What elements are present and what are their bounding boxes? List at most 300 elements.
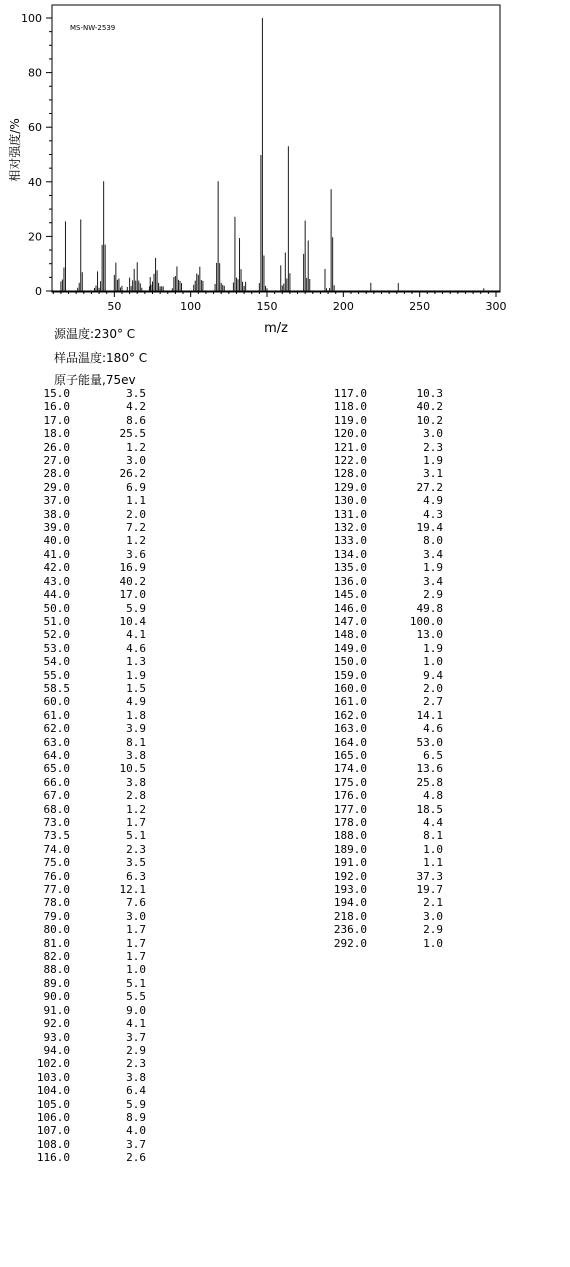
- intensity-value: 3.4: [423, 574, 443, 588]
- peak-row: [36, 937, 146, 950]
- peak-table-left: [36, 387, 146, 1165]
- peak-row: [333, 642, 443, 655]
- intensity-value: 3.0: [423, 909, 443, 923]
- mz-value: 80.0: [43, 923, 70, 937]
- mz-value: 149.0: [333, 641, 367, 655]
- mz-value: 66.0: [43, 775, 70, 789]
- intensity-value: 49.8: [416, 601, 443, 615]
- peak-row: [36, 856, 146, 869]
- mz-value: 148.0: [333, 628, 367, 642]
- intensity-value: 3.6: [126, 547, 146, 561]
- peak-row: [36, 736, 146, 749]
- mz-value: 28.0: [43, 467, 70, 481]
- peak-row: [36, 441, 146, 454]
- peak-row: [36, 588, 146, 601]
- peak-row: [36, 843, 146, 856]
- mz-value: 136.0: [333, 574, 367, 588]
- mz-value: 107.0: [36, 1124, 70, 1138]
- y-tick-label: 80: [28, 66, 42, 80]
- peak-row: [333, 843, 443, 856]
- intensity-value: 8.1: [423, 829, 443, 843]
- intensity-value: 3.8: [126, 1070, 146, 1084]
- peak-row: [36, 910, 146, 923]
- intensity-value: 9.0: [126, 1003, 146, 1017]
- intensity-value: 3.5: [126, 856, 146, 870]
- mz-value: 121.0: [333, 440, 367, 454]
- plot-frame: [52, 5, 500, 292]
- intensity-value: 26.2: [119, 467, 146, 481]
- intensity-value: 5.9: [126, 601, 146, 615]
- peak-row: [333, 508, 443, 521]
- mz-value: 177.0: [333, 802, 367, 816]
- mz-value: 162.0: [333, 708, 367, 722]
- intensity-value: 5.1: [126, 829, 146, 843]
- peak-row: [333, 615, 443, 628]
- mz-value: 73.0: [43, 816, 70, 829]
- intensity-value: 8.9: [126, 1110, 146, 1124]
- intensity-value: 8.6: [126, 413, 146, 427]
- intensity-value: 7.6: [126, 896, 146, 910]
- intensity-value: 1.0: [126, 963, 146, 977]
- ionization-energy: 原子能量,75ev: [54, 373, 136, 387]
- intensity-value: 6.4: [126, 1084, 146, 1098]
- mz-value: 132.0: [333, 521, 367, 535]
- mz-value: 61.0: [43, 708, 70, 722]
- peak-row: [333, 923, 443, 936]
- mz-value: 75.0: [43, 856, 70, 870]
- peak-row: [36, 776, 146, 789]
- peak-row: [36, 628, 146, 641]
- mass-spectrum-chart: [0, 0, 570, 340]
- mz-value: 89.0: [43, 976, 70, 990]
- peak-row: [36, 722, 146, 735]
- mz-value: 81.0: [43, 936, 70, 950]
- intensity-value: 1.0: [423, 655, 443, 669]
- peak-row: [333, 561, 443, 574]
- mz-value: 174.0: [333, 762, 367, 776]
- peak-row: [333, 749, 443, 762]
- intensity-value: 1.3: [126, 655, 146, 669]
- peak-row: [36, 1004, 146, 1017]
- peak-row: [36, 829, 146, 842]
- intensity-value: 1.2: [126, 440, 146, 454]
- peak-row: [36, 816, 146, 829]
- mz-value: 117.0: [333, 387, 367, 400]
- intensity-value: 1.2: [126, 534, 146, 548]
- mz-value: 105.0: [36, 1097, 70, 1111]
- x-tick-label: 300: [485, 300, 507, 313]
- mz-value: 55.0: [43, 668, 70, 682]
- intensity-value: 1.9: [423, 641, 443, 655]
- peak-row: [36, 896, 146, 909]
- intensity-value: 1.9: [126, 668, 146, 682]
- peak-row: [36, 1057, 146, 1070]
- mz-value: 51.0: [43, 614, 70, 628]
- mz-value: 193.0: [333, 883, 367, 897]
- mz-value: 88.0: [43, 963, 70, 977]
- peak-row: [36, 709, 146, 722]
- x-tick-label: 50: [107, 300, 122, 313]
- mz-value: 192.0: [333, 869, 367, 883]
- mz-value: 147.0: [333, 614, 367, 628]
- peak-row: [333, 602, 443, 615]
- mz-value: 64.0: [43, 748, 70, 762]
- mz-value: 68.0: [43, 802, 70, 816]
- intensity-value: 17.0: [119, 588, 146, 602]
- mz-value: 146.0: [333, 601, 367, 615]
- intensity-value: 9.4: [423, 668, 443, 682]
- peak-row: [333, 628, 443, 641]
- mz-value: 39.0: [43, 521, 70, 535]
- intensity-value: 1.1: [126, 494, 146, 508]
- intensity-value: 2.9: [126, 1043, 146, 1057]
- peak-row: [36, 870, 146, 883]
- intensity-value: 100.0: [409, 614, 443, 628]
- mz-value: 118.0: [333, 400, 367, 414]
- intensity-value: 3.9: [126, 722, 146, 736]
- mz-value: 135.0: [333, 561, 367, 575]
- intensity-value: 2.9: [423, 588, 443, 602]
- mz-value: 218.0: [333, 909, 367, 923]
- mz-value: 194.0: [333, 896, 367, 910]
- intensity-value: 2.8: [126, 789, 146, 803]
- mz-value: 191.0: [333, 856, 367, 870]
- intensity-value: 2.0: [126, 507, 146, 521]
- mz-value: 40.0: [43, 534, 70, 548]
- mz-value: 103.0: [36, 1070, 70, 1084]
- mz-value: 16.0: [43, 400, 70, 414]
- y-tick-label: 60: [28, 121, 42, 135]
- intensity-value: 6.3: [126, 869, 146, 883]
- peak-row: [333, 722, 443, 735]
- intensity-value: 2.1: [423, 896, 443, 910]
- mz-value: 188.0: [333, 829, 367, 843]
- mz-value: 78.0: [43, 896, 70, 910]
- peak-row: [333, 910, 443, 923]
- spectrum-id: MS-NW-2539: [70, 24, 116, 32]
- sample-temperature: 样品温度:180° C: [54, 351, 148, 365]
- intensity-value: 4.0: [126, 1124, 146, 1138]
- mz-value: 67.0: [43, 789, 70, 803]
- peak-row: [36, 1017, 146, 1030]
- peak-row: [36, 695, 146, 708]
- peak-row: [36, 575, 146, 588]
- intensity-value: 3.0: [126, 454, 146, 468]
- intensity-value: 5.5: [126, 990, 146, 1004]
- peak-row: [36, 789, 146, 802]
- mz-value: 77.0: [43, 883, 70, 897]
- mz-value: 54.0: [43, 655, 70, 669]
- y-tick-label: 20: [28, 230, 42, 244]
- intensity-value: 19.7: [416, 883, 443, 897]
- peak-row: [36, 427, 146, 440]
- peak-row: [333, 829, 443, 842]
- intensity-value: 13.0: [416, 628, 443, 642]
- intensity-value: 1.0: [423, 936, 443, 950]
- mz-value: 74.0: [43, 842, 70, 856]
- peak-row: [36, 883, 146, 896]
- mz-value: 119.0: [333, 413, 367, 427]
- peak-row: [36, 602, 146, 615]
- peak-row: [36, 749, 146, 762]
- peak-row: [333, 494, 443, 507]
- peak-row: [333, 789, 443, 802]
- y-tick-label: 0: [35, 285, 42, 298]
- mz-value: 292.0: [333, 936, 367, 950]
- mz-value: 108.0: [36, 1137, 70, 1151]
- intensity-value: 8.0: [423, 534, 443, 548]
- peak-row: [333, 762, 443, 775]
- mz-value: 27.0: [43, 454, 70, 468]
- peak-row: [333, 883, 443, 896]
- peak-row: [333, 816, 443, 829]
- mz-value: 128.0: [333, 467, 367, 481]
- mz-value: 52.0: [43, 628, 70, 642]
- intensity-value: 40.2: [416, 400, 443, 414]
- peak-row: [333, 588, 443, 601]
- peak-row: [333, 669, 443, 682]
- peak-row: [36, 1084, 146, 1097]
- mz-value: 102.0: [36, 1057, 70, 1071]
- mz-value: 93.0: [43, 1030, 70, 1044]
- x-axis-label: m/z: [264, 321, 288, 336]
- peak-row: [36, 548, 146, 561]
- peak-row: [36, 467, 146, 480]
- intensity-value: 6.5: [423, 748, 443, 762]
- intensity-value: 40.2: [119, 574, 146, 588]
- mz-value: 62.0: [43, 722, 70, 736]
- mz-value: 17.0: [43, 413, 70, 427]
- intensity-value: 1.7: [126, 816, 146, 829]
- peak-table-right: [333, 387, 443, 950]
- peak-row: [36, 508, 146, 521]
- intensity-value: 4.2: [126, 400, 146, 414]
- mz-value: 41.0: [43, 547, 70, 561]
- intensity-value: 10.4: [119, 614, 146, 628]
- mz-value: 178.0: [333, 816, 367, 829]
- mz-value: 29.0: [43, 480, 70, 494]
- peak-row: [333, 937, 443, 950]
- intensity-value: 4.9: [423, 494, 443, 508]
- mz-value: 82.0: [43, 950, 70, 964]
- peak-row: [36, 803, 146, 816]
- intensity-value: 2.3: [423, 440, 443, 454]
- intensity-value: 2.7: [423, 695, 443, 709]
- mz-value: 129.0: [333, 480, 367, 494]
- peak-row: [36, 669, 146, 682]
- intensity-value: 2.9: [423, 923, 443, 937]
- peak-row: [333, 427, 443, 440]
- peak-row: [36, 534, 146, 547]
- peak-row: [333, 803, 443, 816]
- mz-value: 94.0: [43, 1043, 70, 1057]
- intensity-value: 5.1: [126, 976, 146, 990]
- mz-value: 189.0: [333, 842, 367, 856]
- peak-row: [333, 896, 443, 909]
- peak-row: [333, 441, 443, 454]
- mz-value: 175.0: [333, 775, 367, 789]
- intensity-value: 2.3: [126, 842, 146, 856]
- peak-row: [36, 1031, 146, 1044]
- peak-row: [36, 655, 146, 668]
- intensity-value: 4.6: [126, 641, 146, 655]
- peak-row: [36, 963, 146, 976]
- peak-row: [333, 387, 443, 400]
- peak-row: [36, 1044, 146, 1057]
- mz-value: 176.0: [333, 789, 367, 803]
- peak-row: [333, 467, 443, 480]
- mz-value: 150.0: [333, 655, 367, 669]
- intensity-value: 5.9: [126, 1097, 146, 1111]
- peak-row: [36, 990, 146, 1003]
- peak-row: [333, 682, 443, 695]
- peak-row: [333, 575, 443, 588]
- peak-row: [36, 561, 146, 574]
- peak-row: [333, 400, 443, 413]
- peak-row: [333, 534, 443, 547]
- intensity-value: 10.5: [119, 762, 146, 776]
- mz-value: 133.0: [333, 534, 367, 548]
- mz-value: 44.0: [43, 588, 70, 602]
- mz-value: 73.5: [43, 829, 70, 843]
- mz-value: 163.0: [333, 722, 367, 736]
- mz-value: 60.0: [43, 695, 70, 709]
- mz-value: 79.0: [43, 909, 70, 923]
- intensity-value: 4.8: [423, 789, 443, 803]
- intensity-value: 3.5: [126, 387, 146, 400]
- peak-row: [333, 414, 443, 427]
- peak-row: [36, 414, 146, 427]
- intensity-value: 3.4: [423, 547, 443, 561]
- intensity-value: 4.1: [126, 628, 146, 642]
- mz-value: 76.0: [43, 869, 70, 883]
- mz-value: 43.0: [43, 574, 70, 588]
- intensity-value: 10.3: [416, 387, 443, 400]
- intensity-value: 25.5: [119, 427, 146, 441]
- peak-row: [333, 736, 443, 749]
- intensity-value: 13.6: [416, 762, 443, 776]
- peak-row: [36, 1111, 146, 1124]
- intensity-value: 10.2: [416, 413, 443, 427]
- mz-value: 15.0: [43, 387, 70, 400]
- intensity-value: 1.8: [126, 708, 146, 722]
- intensity-value: 6.9: [126, 480, 146, 494]
- peak-row: [333, 856, 443, 869]
- mz-value: 58.5: [43, 681, 70, 695]
- intensity-value: 2.3: [126, 1057, 146, 1071]
- mz-value: 26.0: [43, 440, 70, 454]
- intensity-value: 4.3: [423, 507, 443, 521]
- x-tick-label: 250: [409, 300, 431, 313]
- peak-row: [333, 695, 443, 708]
- intensity-value: 1.9: [423, 561, 443, 575]
- peak-row: [333, 655, 443, 668]
- peak-row: [36, 1071, 146, 1084]
- peak-row: [36, 615, 146, 628]
- peak-row: [333, 776, 443, 789]
- intensity-value: 1.0: [423, 842, 443, 856]
- peak-row: [36, 494, 146, 507]
- intensity-value: 12.1: [119, 883, 146, 897]
- mz-value: 145.0: [333, 588, 367, 602]
- y-axis-label: 相对强度/%: [8, 118, 22, 182]
- peak-row: [36, 521, 146, 534]
- mz-value: 120.0: [333, 427, 367, 441]
- intensity-value: 1.5: [126, 681, 146, 695]
- mz-value: 92.0: [43, 1017, 70, 1031]
- intensity-value: 53.0: [416, 735, 443, 749]
- intensity-value: 37.3: [416, 869, 443, 883]
- x-tick-label: 150: [256, 300, 278, 313]
- intensity-value: 4.6: [423, 722, 443, 736]
- mz-value: 91.0: [43, 1003, 70, 1017]
- mz-value: 65.0: [43, 762, 70, 776]
- mz-value: 131.0: [333, 507, 367, 521]
- peak-row: [36, 454, 146, 467]
- mz-value: 53.0: [43, 641, 70, 655]
- peak-row: [36, 400, 146, 413]
- peak-row: [333, 454, 443, 467]
- mz-value: 63.0: [43, 735, 70, 749]
- intensity-value: 2.0: [423, 681, 443, 695]
- peak-row: [333, 709, 443, 722]
- intensity-value: 2.6: [126, 1151, 146, 1165]
- intensity-value: 3.0: [126, 909, 146, 923]
- intensity-value: 1.7: [126, 950, 146, 964]
- intensity-value: 27.2: [416, 480, 443, 494]
- intensity-value: 1.9: [423, 454, 443, 468]
- peak-row: [36, 682, 146, 695]
- peak-row: [36, 387, 146, 400]
- x-tick-label: 200: [332, 300, 354, 313]
- intensity-value: 7.2: [126, 521, 146, 535]
- intensity-value: 1.7: [126, 936, 146, 950]
- intensity-value: 4.4: [423, 816, 443, 829]
- peak-row: [36, 1151, 146, 1164]
- mz-value: 160.0: [333, 681, 367, 695]
- intensity-value: 1.2: [126, 802, 146, 816]
- peak-row: [36, 481, 146, 494]
- mz-value: 37.0: [43, 494, 70, 508]
- intensity-value: 3.8: [126, 775, 146, 789]
- mz-value: 18.0: [43, 427, 70, 441]
- x-tick-label: 100: [180, 300, 202, 313]
- peak-row: [333, 481, 443, 494]
- source-temperature: 源温度:230° C: [54, 327, 136, 341]
- peak-row: [36, 977, 146, 990]
- intensity-value: 1.7: [126, 923, 146, 937]
- mz-value: 164.0: [333, 735, 367, 749]
- mz-value: 161.0: [333, 695, 367, 709]
- mz-value: 165.0: [333, 748, 367, 762]
- intensity-value: 19.4: [416, 521, 443, 535]
- peak-row: [333, 870, 443, 883]
- peak-row: [36, 1098, 146, 1111]
- intensity-value: 3.8: [126, 748, 146, 762]
- mz-value: 130.0: [333, 494, 367, 508]
- intensity-value: 14.1: [416, 708, 443, 722]
- intensity-value: 16.9: [119, 561, 146, 575]
- peak-row: [36, 1138, 146, 1151]
- intensity-value: 3.7: [126, 1137, 146, 1151]
- y-tick-label: 40: [28, 175, 42, 189]
- mz-value: 50.0: [43, 601, 70, 615]
- mz-value: 42.0: [43, 561, 70, 575]
- intensity-value: 4.9: [126, 695, 146, 709]
- peak-row: [36, 762, 146, 775]
- mz-value: 159.0: [333, 668, 367, 682]
- intensity-value: 3.7: [126, 1030, 146, 1044]
